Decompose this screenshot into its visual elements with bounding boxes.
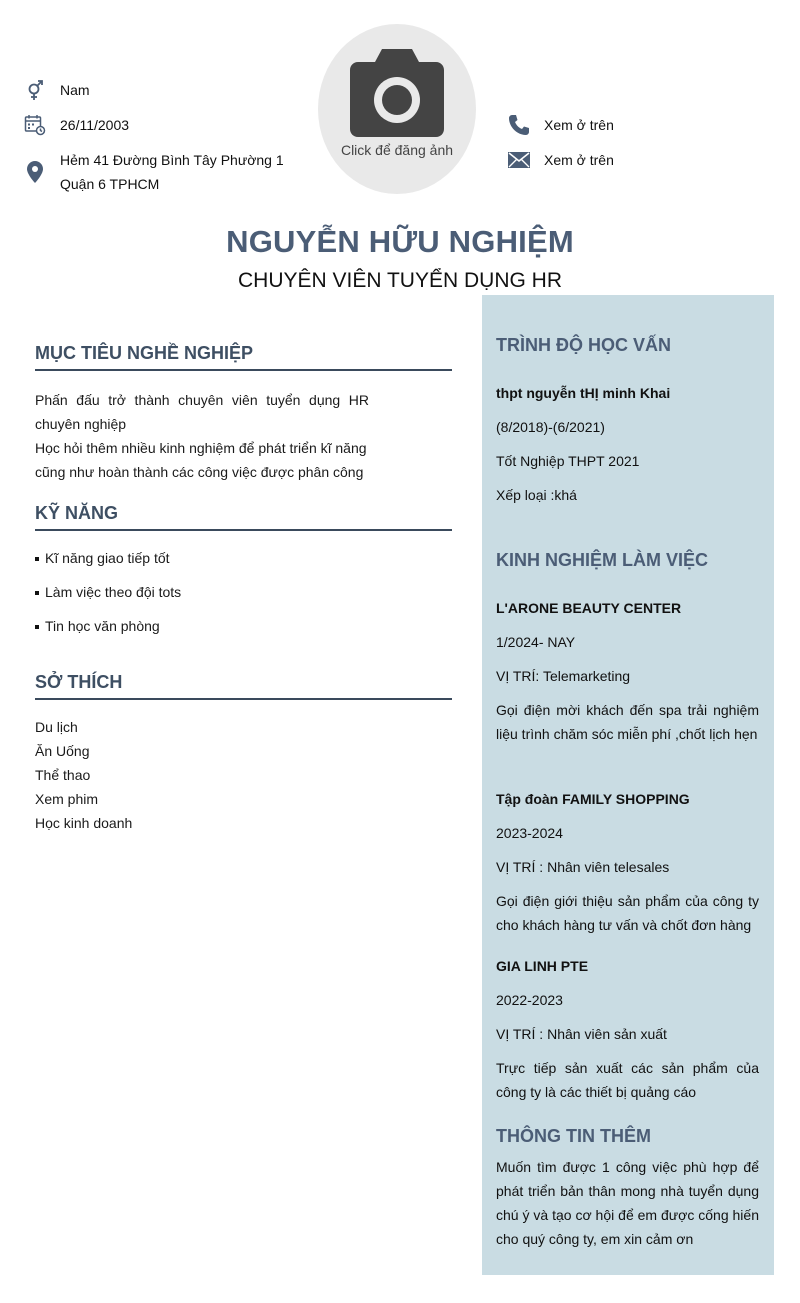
- list-item: Kĩ năng giao tiếp tốt: [35, 548, 170, 568]
- mail-icon: [508, 148, 530, 172]
- objective-text-1: Phấn đấu trở thành chuyên viên tuyển dụng HR chuyên nghiệp: [35, 392, 369, 432]
- job-company: GIA LINH PTE: [496, 958, 589, 974]
- candidate-name: NGUYỄN HỮU NGHIỆM: [226, 224, 574, 259]
- job-company: Tập đoàn FAMILY SHOPPING: [496, 791, 690, 807]
- divider: [35, 529, 452, 531]
- gender-icon: [24, 78, 46, 102]
- divider: [35, 369, 452, 371]
- job-description: Gọi điện mời khách đến spa trải nghiệm liệu trình chăm sóc miễn phí ,chốt lịch hẹn: [496, 702, 759, 742]
- job-position: VỊ TRÍ : Nhân viên telesales: [496, 859, 670, 875]
- extra-title: THÔNG TIN THÊM: [496, 1126, 651, 1146]
- address-line-2: Quận 6 TPHCM: [60, 176, 160, 192]
- gender-text: Nam: [60, 82, 90, 98]
- education-rank: Xếp loại :khá: [496, 487, 577, 503]
- sidebar: [482, 295, 774, 1275]
- camera-icon: [350, 49, 444, 137]
- job-description: Gọi điện giới thiệu sản phẩm của công ty cho khách hàng tư vấn và chốt đơn hàng: [496, 893, 759, 933]
- photo-caption: Click để đăng ảnh: [340, 142, 454, 158]
- skills-section: [35, 503, 452, 634]
- list-item: Xem phim: [35, 791, 99, 807]
- gender-row: [24, 78, 90, 102]
- phone-icon: [508, 113, 530, 137]
- list-item: Tin học văn phòng: [35, 616, 160, 636]
- job-period: 2022-2023: [496, 992, 563, 1008]
- list-item: Thể thao: [35, 767, 91, 783]
- hobbies-title: SỞ THÍCH: [35, 672, 123, 692]
- email-text: Xem ở trên: [544, 152, 614, 168]
- education-title: TRÌNH ĐỘ HỌC VẤN: [496, 335, 671, 355]
- job-period: 2023-2024: [496, 825, 563, 841]
- list-item: Làm việc theo đội tots: [35, 582, 181, 602]
- job-description: Trực tiếp sản xuất các sản phẩm của công ty là các thiết bị quảng cáo: [496, 1060, 759, 1100]
- experience-title: KINH NGHIỆM LÀM VIỆC: [496, 550, 709, 570]
- list-item: Du lịch: [35, 719, 78, 735]
- list-item: Học kinh doanh: [35, 815, 133, 831]
- list-item: Ăn Uống: [35, 743, 90, 759]
- calendar-icon: [24, 113, 46, 137]
- email-row: [508, 148, 614, 172]
- address-text: [60, 148, 284, 196]
- address-line-1: Hẻm 41 Đường Bình Tây Phường 1: [60, 152, 284, 168]
- address-row: [24, 148, 284, 196]
- phone-text: Xem ở trên: [544, 117, 614, 133]
- objective-section: [35, 343, 452, 480]
- objective-title: MỤC TIÊU NGHỀ NGHIỆP: [35, 343, 254, 363]
- birthdate-text: 26/11/2003: [60, 117, 130, 133]
- education-school: thpt nguyễn tHỊ minh Khai: [496, 385, 671, 401]
- phone-row: [508, 113, 614, 137]
- job-company: L'ARONE BEAUTY CENTER: [496, 600, 682, 616]
- education-degree: Tốt Nghiệp THPT 2021: [496, 453, 640, 469]
- extra-text: Muốn tìm được 1 công việc phù hợp để phát triển bản thân mong nhà tuyển dụng chú ý và tạo cơ hội để em được cống hiến cho quý công ty, em xin cảm ơn: [496, 1159, 759, 1247]
- job-period: 1/2024- NAY: [496, 634, 576, 650]
- job-position: VỊ TRÍ: Telemarketing: [496, 668, 631, 684]
- objective-text-2: Học hỏi thêm nhiều kinh nghiệm để phát triển kĩ năng cũng như hoàn thành các công việc được phân công: [35, 440, 367, 480]
- education-period: (8/2018)-(6/2021): [496, 419, 605, 435]
- photo-upload[interactable]: [318, 24, 476, 194]
- job-position: VỊ TRÍ : Nhân viên sản xuất: [496, 1026, 667, 1042]
- skills-title: KỸ NĂNG: [35, 503, 119, 523]
- divider: [35, 698, 452, 700]
- location-pin-icon: [24, 148, 46, 196]
- hobbies-section: [35, 672, 452, 831]
- job-title: CHUYÊN VIÊN TUYỂN DỤNG HR: [238, 269, 562, 292]
- birthdate-row: [24, 113, 129, 137]
